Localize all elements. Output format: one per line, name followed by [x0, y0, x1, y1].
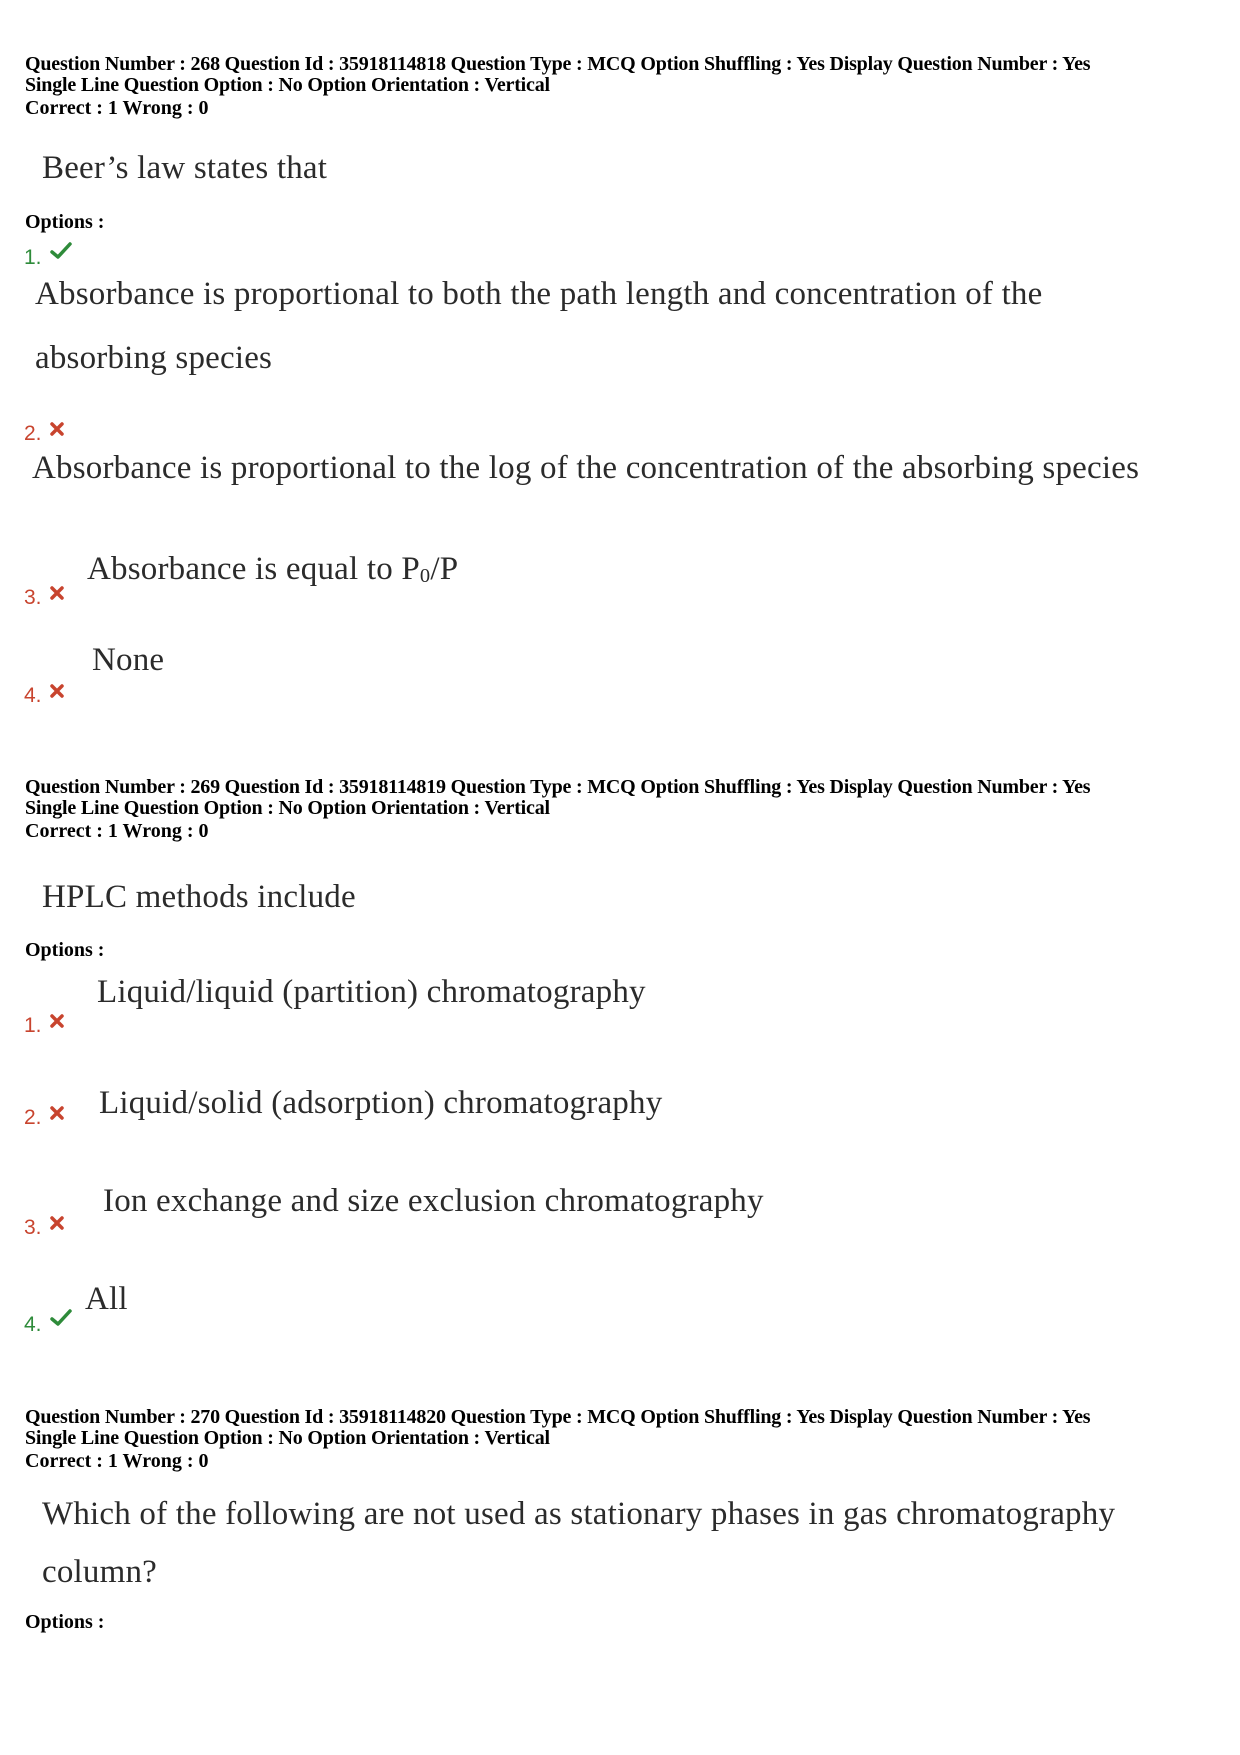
option-text: Absorbance is equal to $P_0/P$ — [87, 551, 459, 588]
options-label: Options : — [25, 211, 105, 233]
meta-line: Single Line Question Option : No Option Orientation : Vertical — [25, 74, 550, 96]
question-meta — [25, 1407, 1090, 1449]
cross-mark-icon — [50, 680, 64, 704]
option-number: 4. — [24, 684, 64, 708]
question-text: column? — [42, 1554, 158, 1590]
option-number: 1. — [24, 1014, 64, 1038]
option-number: 4. — [24, 1313, 72, 1337]
cross-mark-icon — [50, 1010, 64, 1034]
question-text: Beer’s law states that — [42, 150, 328, 186]
option-text: All — [85, 1281, 128, 1317]
question-text: HPLC methods include — [42, 879, 356, 915]
option-text: Absorbance is proportional to both the path length and concentration of the — [35, 276, 1043, 312]
cross-mark-icon — [50, 418, 64, 442]
option-text: Ion exchange and size exclusion chromatography — [103, 1183, 764, 1219]
meta-line: Single Line Question Option : No Option Orientation : Vertical — [25, 1427, 550, 1449]
cross-mark-icon — [50, 582, 64, 606]
options-label: Options : — [25, 939, 105, 961]
option-number: 2. — [24, 422, 64, 446]
meta-line: Single Line Question Option : No Option Orientation : Vertical — [25, 797, 550, 819]
option-number: 2. — [24, 1106, 64, 1130]
option-text: Liquid/liquid (partition) chromatography — [97, 974, 646, 1010]
cross-mark-icon — [50, 1212, 64, 1236]
correct-wrong-score: Correct : 1 Wrong : 0 — [25, 1450, 209, 1472]
option-text: Liquid/solid (adsorption) chromatography — [99, 1085, 663, 1121]
check-mark-icon — [50, 1309, 72, 1333]
check-mark-icon — [50, 242, 72, 266]
option-text: absorbing species — [35, 340, 273, 376]
cross-mark-icon — [50, 1102, 64, 1126]
correct-wrong-score: Correct : 1 Wrong : 0 — [25, 820, 209, 842]
meta-line: Question Number : 268 Question Id : 35918114818 Question Type : MCQ Option Shuffling : Yes Display Question Number : Yes — [25, 53, 1091, 75]
options-label: Options : — [25, 1611, 105, 1633]
option-text: Absorbance is proportional to the log of the concentration of the absorbing species — [32, 450, 1140, 486]
option-number: 3. — [24, 1216, 64, 1240]
meta-line: Question Number : 269 Question Id : 35918114819 Question Type : MCQ Option Shuffling : Yes Display Question Number : Yes — [25, 776, 1091, 798]
question-meta — [25, 54, 1090, 96]
meta-line: Question Number : 270 Question Id : 35918114820 Question Type : MCQ Option Shuffling : Yes Display Question Number : Yes — [25, 1406, 1091, 1428]
question-text: Which of the following are not used as stationary phases in gas chromatography — [42, 1496, 1116, 1532]
option-number: 3. — [24, 586, 64, 610]
option-text: None — [92, 642, 165, 678]
correct-wrong-score: Correct : 1 Wrong : 0 — [25, 97, 209, 119]
option-number: 1. — [24, 246, 72, 270]
question-meta — [25, 777, 1090, 819]
